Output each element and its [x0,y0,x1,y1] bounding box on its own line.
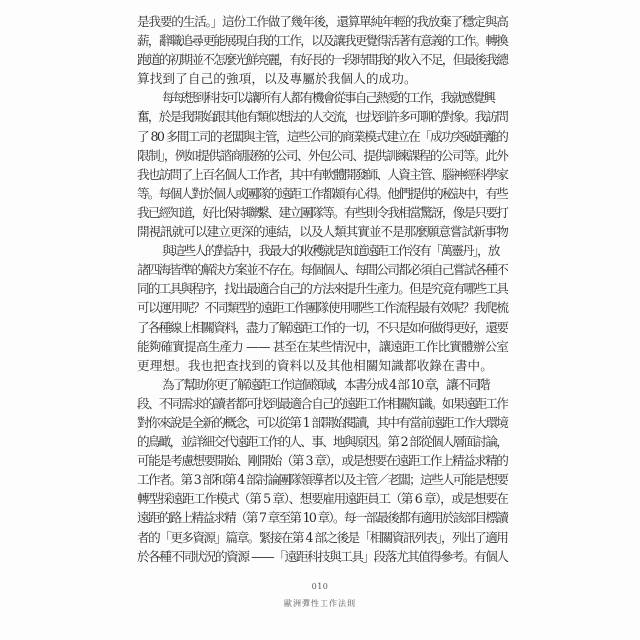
text-line: 諸四海皆準的解決方案並不存在。每個個人、每間公司都必須自己嘗試各種不 [137,262,508,278]
text-line: 我也訪問了上百名個人工作者，其中有軟體開發師、人資主管、腦神經科學家 [137,166,508,182]
text-line: 者的「更多資源」篇章。緊接在第 4 部之後是「相關資訊列表」，列出了適用 [137,529,508,545]
text-line: 算找到了自己的強項，以及專屬於我個人的成功。 [137,71,417,87]
text-line: 是我要的生活。」這份工作做了幾年後，還算單純年輕的我放棄了穩定與高 [137,14,508,29]
text-line: 能夠確實提高生產力 —— 甚至在某些情況中，讓遠距工作比實體辦公室 [137,338,509,354]
text-line: 跑道的初期並不怎麼光鮮亮麗，有好長的一段時間我的收入不足，但最後我總 [137,52,508,68]
text-line: 同的工具與程序，找出最適合自己的方法來提升生產力。但是究竟有哪些工具 [137,281,508,297]
body-text [137,12,509,566]
paragraph [137,88,509,241]
paragraph [137,241,509,375]
page-number: 010 [311,582,329,591]
text-line: 工作者。第 3 部和第 4 部討論團隊領導者以及主管／老闆；這些人可能是想要 [137,472,508,488]
text-line: 與這些人的對話中，我最大的收穫就是知道遠距工作沒有「萬靈丹」，放 [162,243,499,259]
text-line: 對你來說是全新的概念，可以從第 1 部開始閱讀，其中有當前遠距工作大環境 [137,414,508,430]
text-line: 於各種不同狀況的資源 ——「遠距科技與工具」段落尤其值得參考。有個人 [137,548,508,564]
text-line: 的鳥瞰，並詳細交代遠距工作的人、事、地與原因。第 2 部從個人層面討論， [137,434,508,450]
text-line: 了各種線上相關資料，盡力了解遠距工作的一切，不只是如何做得更好，還要 [137,319,508,335]
text-line: 更理想。我也把查找到的資料以及其他相關知識都收錄在書中。 [137,357,493,373]
book-title: 歐洲彈性工作法則 [284,599,356,608]
text-line: 段、不同需求的讀者都可找到最適合自己的遠距工作相關知識。如果遠距工作 [137,395,508,411]
text-line: 了 80 多間工司的老闆與主管，這些公司的商業模式建立在「成功突破距離的 [137,128,508,144]
text-line: 可以運用呢？不同類型的遠距工作團隊使用哪些工作流程最有效呢？我爬梳 [137,300,508,316]
text-line: 我已經知道，好比保持聯繫、建立團隊等。有些則令我相當驚訝，像是只要打 [137,204,508,220]
text-line: 開視訊就可以建立更深的連結，以及人類其實並不是那麼願意嘗試新事物 [137,224,508,240]
text-line: 限制」，例如提供諮商服務的公司、外包公司、提供訓練課程的公司等。此外 [137,147,508,163]
text-line: 可能是考慮想要開始、剛開始（第 3 章），或是想要在遠距工作上精益求精的 [137,453,508,469]
text-line: 轉型採遠距工作模式（第 5 章）、想要雇用遠距員工（第 6 章），或是想要在 [137,491,508,507]
text-line: 每每想到科技可以讓所有人都有機會從事自己熱愛的工作，我就感覺興 [162,90,495,106]
text-line: 薪，辭職追尋更能展現自我的工作，以及讓我更覺得活著有意義的工作。轉換 [137,33,508,49]
paragraph [137,12,509,88]
text-line: 遠距的路上精益求精（第 7 章至第 10 章）。每一部最後都有適用於該部目標讀 [137,510,508,526]
paragraph [137,375,509,566]
text-line: 奮，於是我開始跟其他有類似想法的人交流，也找到許多可聊的對象。我訪問 [137,109,508,125]
text-line: 等。每個人對於個人或團隊的遠距工作都頗有心得。他們提供的秘訣中，有些 [137,185,508,201]
text-line: 為了幫助你更了解遠距工作這個領域，本書分成 4 部 10 章，讓不同階 [162,376,489,392]
